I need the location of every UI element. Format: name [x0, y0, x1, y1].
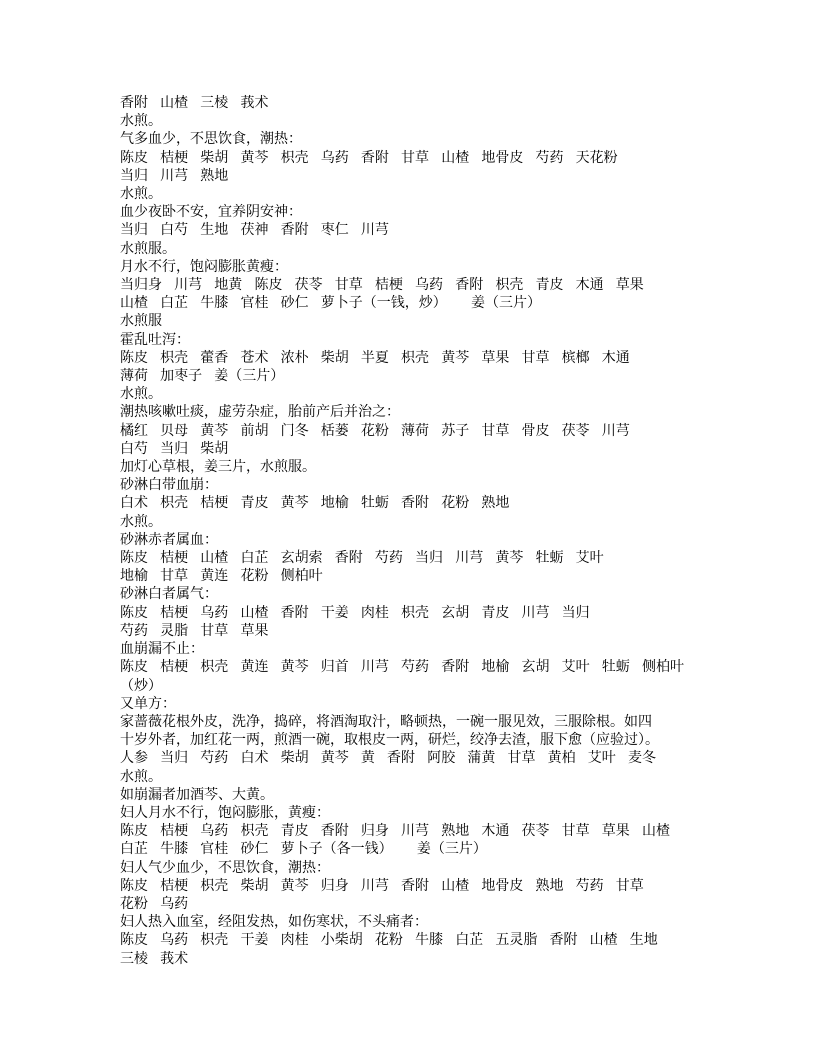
text-line: 水煎服。: [120, 240, 176, 257]
text-block: [120, 94, 716, 968]
text-line: 橘红 贝母 黄芩 前胡 门冬 栝蒌 花粉 薄荷 苏子 甘草 骨皮 茯苓 川芎: [120, 422, 630, 439]
text-line: 水煎。: [120, 386, 162, 403]
text-line: 十岁外者，加红花一两，煎酒一碗，取根皮一两，研烂，绞净去渣，服下愈（应验过）。: [120, 732, 659, 749]
text-line: 气多血少，不思饮食，潮热：: [120, 131, 302, 148]
text-line: 水煎服: [120, 313, 162, 330]
text-line: 芍药 灵脂 甘草 草果: [120, 622, 269, 639]
text-line: 陈皮 桔梗 柴胡 黄芩 枳壳 乌药 香附 甘草 山楂 地骨皮 芍药 天花粉: [120, 149, 618, 166]
text-line: 白芷 牛膝 官桂 砂仁 萝卜子（各一钱） 姜（三片）: [120, 841, 487, 858]
text-line: 当归 白芍 生地 茯神 香附 枣仁 川芎: [120, 222, 389, 239]
text-line: 水煎。: [120, 768, 162, 785]
text-line: 妇人月水不行，饱闷膨胀，黄瘦：: [120, 804, 330, 821]
text-line: 陈皮 乌药 枳壳 干姜 肉桂 小柴胡 花粉 牛膝 白芷 五灵脂 香附 山楂 生地: [120, 932, 658, 949]
text-line: 山楂 白芷 牛膝 官桂 砂仁 萝卜子（一钱，炒） 姜（三片）: [120, 295, 542, 312]
text-line: 血崩漏不止：: [120, 641, 204, 658]
text-line: 陈皮 桔梗 枳壳 黄连 黄芩 归首 川芎 芍药 香附 地榆 玄胡 艾叶 牡蛎 侧柏叶（炒）: [120, 659, 684, 694]
text-line: 陈皮 桔梗 山楂 白芷 玄胡索 香附 芍药 当归 川芎 黄芩 牡蛎 艾叶: [120, 550, 604, 567]
text-line: 妇人气少血少，不思饮食，潮热：: [120, 859, 330, 876]
text-line: 陈皮 桔梗 乌药 山楂 香附 干姜 肉桂 枳壳 玄胡 青皮 川芎 当归: [120, 604, 590, 621]
text-line: 月水不行，饱闷膨胀黄瘦：: [120, 258, 288, 275]
text-line: 潮热咳嗽吐痰，虚劳杂症，胎前产后并治之：: [120, 404, 400, 421]
text-line: 砂淋白带血崩：: [120, 477, 218, 494]
text-line: 当归 川芎 熟地: [120, 167, 229, 184]
text-line: 砂淋赤者属血：: [120, 531, 218, 548]
text-line: 家蔷薇花根外皮，洗净，捣碎，将酒淘取汁，略顿热，一碗一服见效，三服除根。如四: [120, 713, 652, 730]
text-line: 人参 当归 芍药 白术 柴胡 黄芩 黄 香附 阿胶 蒲黄 甘草 黄柏 艾叶 麦冬: [120, 750, 656, 767]
text-line: 薄荷 加枣子 姜（三片）: [120, 368, 285, 385]
text-line: 花粉 乌药: [120, 895, 189, 912]
text-line: 陈皮 枳壳 藿香 苍术 浓朴 柴胡 半夏 枳壳 黄芩 草果 甘草 槟榔 木通: [120, 349, 630, 366]
text-line: 血少夜卧不安，宜养阴安神：: [120, 204, 302, 221]
text-line: 白术 枳壳 桔梗 青皮 黄芩 地榆 牡蛎 香附 花粉 熟地: [120, 495, 510, 512]
text-line: 又单方：: [120, 695, 176, 712]
text-line: 地榆 甘草 黄连 花粉 侧柏叶: [120, 568, 323, 585]
text-line: 如崩漏者加酒芩、大黄。: [120, 786, 274, 803]
text-line: 水煎。: [120, 513, 162, 530]
text-line: 当归身 川芎 地黄 陈皮 茯苓 甘草 桔梗 乌药 香附 枳壳 青皮 木通 草果: [120, 277, 644, 294]
text-line: 加灯心草根，姜三片，水煎服。: [120, 459, 316, 476]
text-line: 白芍 当归 柴胡: [120, 440, 229, 457]
text-line: 霍乱吐泻：: [120, 331, 190, 348]
text-line: 砂淋白者属气：: [120, 586, 218, 603]
text-line: 妇人热入血室，经阻发热，如伤寒状，不头痛者：: [120, 914, 428, 931]
text-line: 三棱 莪术: [120, 950, 189, 967]
text-line: 陈皮 桔梗 乌药 枳壳 青皮 香附 归身 川芎 熟地 木通 茯苓 甘草 草果 山楂: [120, 823, 670, 840]
text-line: 陈皮 桔梗 枳壳 柴胡 黄芩 归身 川芎 香附 山楂 地骨皮 熟地 芍药 甘草: [120, 877, 644, 894]
text-line: 水煎。: [120, 186, 162, 203]
text-line: 水煎。: [120, 113, 162, 130]
text-line: 香附 山楂 三棱 莪术: [120, 95, 269, 111]
